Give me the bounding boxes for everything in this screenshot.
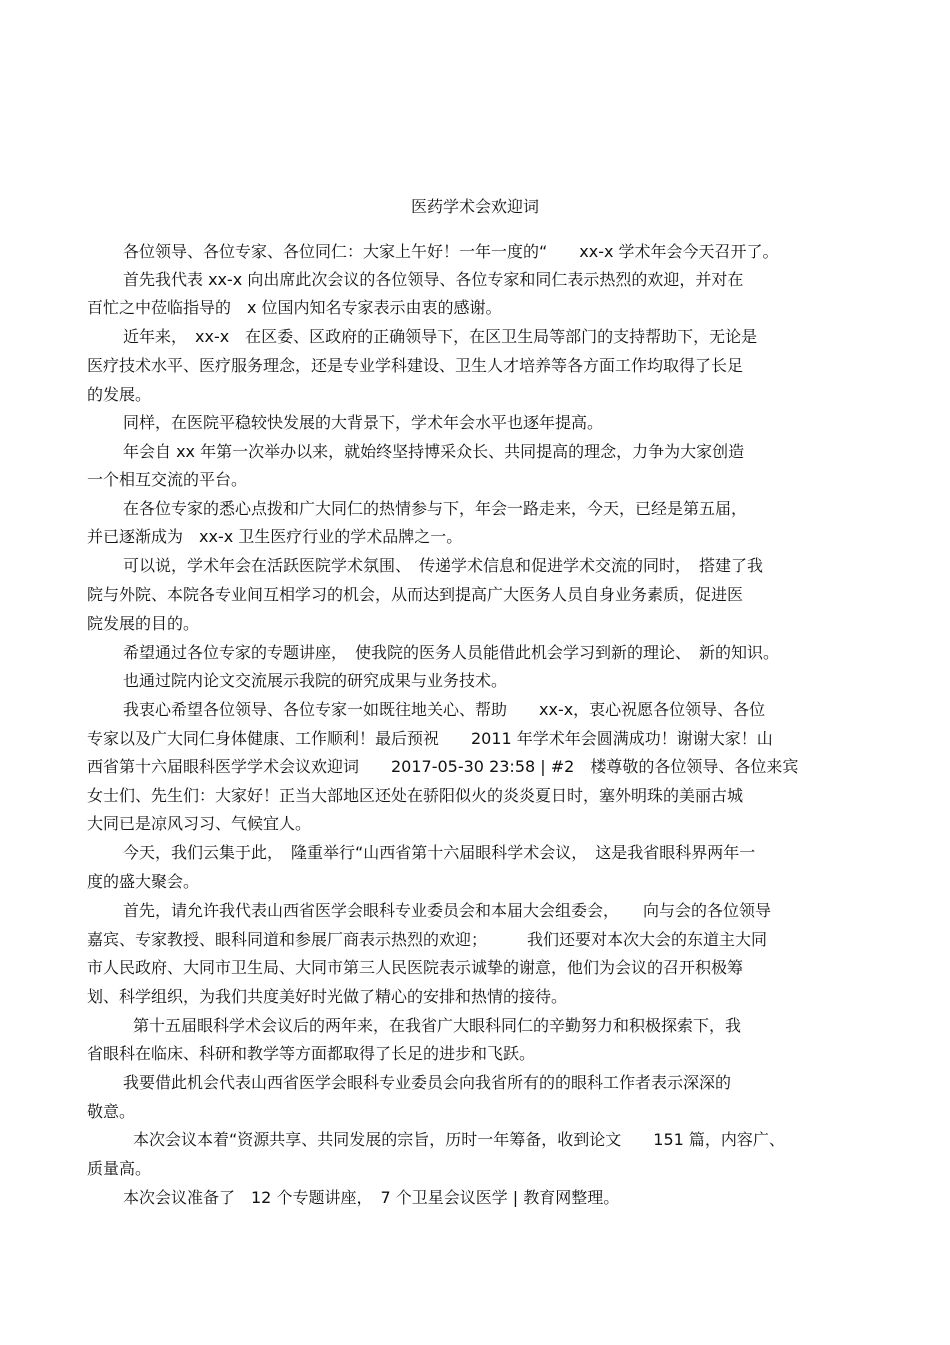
text-line: 女士们、先生们：大家好！正当大部地区还处在骄阳似火的炎炎夏日时，塞外明珠的美丽古城 xyxy=(87,786,744,805)
text-line: 院发展的目的。 xyxy=(87,614,200,633)
text-line: 专家以及广大同仁身体健康、工作顺利！最后预祝 2011 年学术年会圆满成功！谢谢大家！山 xyxy=(87,729,773,748)
text-line: 嘉宾、专家教授、眼科同道和参展厂商表示热烈的欢迎； 我们还要对本次大会的东道主大同 xyxy=(87,930,768,949)
text-line: 本次会议本着“资源共享、共同发展的宗旨，历时一年筹备，收到论文 151 篇，内容广、 xyxy=(133,1130,785,1149)
text-line: 省眼科在临床、科研和教学等方面都取得了长足的进步和飞跃。 xyxy=(87,1044,536,1063)
text-line: 我要借此机会代表山西省医学会眼科专业委员会向我省所有的的眼科工作者表示深深的 xyxy=(123,1073,732,1092)
text-line: 度的盛大聚会。 xyxy=(87,872,200,891)
text-line: 第十五届眼科学术会议后的两年来，在我省广大眼科同仁的辛勤努力和积极探索下，我 xyxy=(133,1016,742,1035)
text-line: 院与外院、本院各专业间互相学习的机会，从而达到提高广大医务人员自身业务素质，促进医 xyxy=(87,585,744,604)
text-line: 年会自 xx 年第一次举办以来，就始终坚持博采众长、共同提高的理念，力争为大家创造 xyxy=(123,442,745,461)
text-line: 的发展。 xyxy=(87,385,152,404)
text-line: 首先，请允许我代表山西省医学会眼科专业委员会和本届大会组委会， 向与会的各位领导 xyxy=(123,901,772,920)
text-line: 西省第十六届眼科医学学术会议欢迎词 2017-05-30 23:58 | #2 楼尊敬的各位领导、各位来宾 xyxy=(87,757,799,776)
text-line: 我衷心希望各位领导、各位专家一如既往地关心、帮助 xx-x，衷心祝愿各位领导、各位 xyxy=(123,700,766,719)
text-line: 市人民政府、大同市卫生局、大同市第三人民医院表示诚挚的谢意，他们为会议的召开积极筹 xyxy=(87,958,744,977)
text-line: 划、科学组织，为我们共度美好时光做了精心的安排和热情的接待。 xyxy=(87,987,568,1006)
text-line: 敬意。 xyxy=(87,1102,136,1121)
text-line: 本次会议准备了 12 个专题讲座， 7 个卫星会议医学 | 教育网整理。 xyxy=(123,1188,620,1207)
text-line: 百忙之中莅临指导的 x 位国内知名专家表示由衷的感谢。 xyxy=(87,298,502,317)
document-title: 医药学术会欢迎词 xyxy=(410,197,539,216)
text-line: 也通过院内论文交流展示我院的研究成果与业务技术。 xyxy=(123,671,508,690)
text-line: 一个相互交流的平台。 xyxy=(87,470,248,489)
text-line: 大同已是凉风习习、气候宜人。 xyxy=(87,814,312,833)
text-line: 首先我代表 xx-x 向出席此次会议的各位领导、各位专家和同仁表示热烈的欢迎，并对在 xyxy=(123,270,744,289)
text-line: 医疗技术水平、医疗服务理念，还是专业学科建设、卫生人才培养等各方面工作均取得了长足 xyxy=(87,356,744,375)
text-line: 希望通过各位专家的专题讲座， 使我院的医务人员能借此机会学习到新的理论、 新的知识。 xyxy=(123,643,780,662)
text-line: 质量高。 xyxy=(87,1159,152,1178)
text-line: 同样，在医院平稳较快发展的大背景下，学术年会水平也逐年提高。 xyxy=(123,413,604,432)
text-line: 在各位专家的悉心点拨和广大同仁的热情参与下，年会一路走来，今天，已经是第五届， xyxy=(123,499,748,518)
text-line: 各位领导、各位专家、各位同仁：大家上午好！一年一度的“ xx-x 学术年会今天召开了。 xyxy=(123,242,779,261)
text-line: 可以说，学术年会在活跃医院学术氛围、 传递学术信息和促进学术交流的同时， 搭建了我 xyxy=(123,556,764,575)
text-line: 今天，我们云集于此， 隆重举行“山西省第十六届眼科学术会议， 这是我省眼科界两年一 xyxy=(123,843,756,862)
text-line: 并已逐渐成为 xx-x 卫生医疗行业的学术品牌之一。 xyxy=(87,527,463,546)
text-line: 近年来， xx-x 在区委、区政府的正确领导下，在区卫生局等部门的支持帮助下，无论是 xyxy=(123,327,758,346)
